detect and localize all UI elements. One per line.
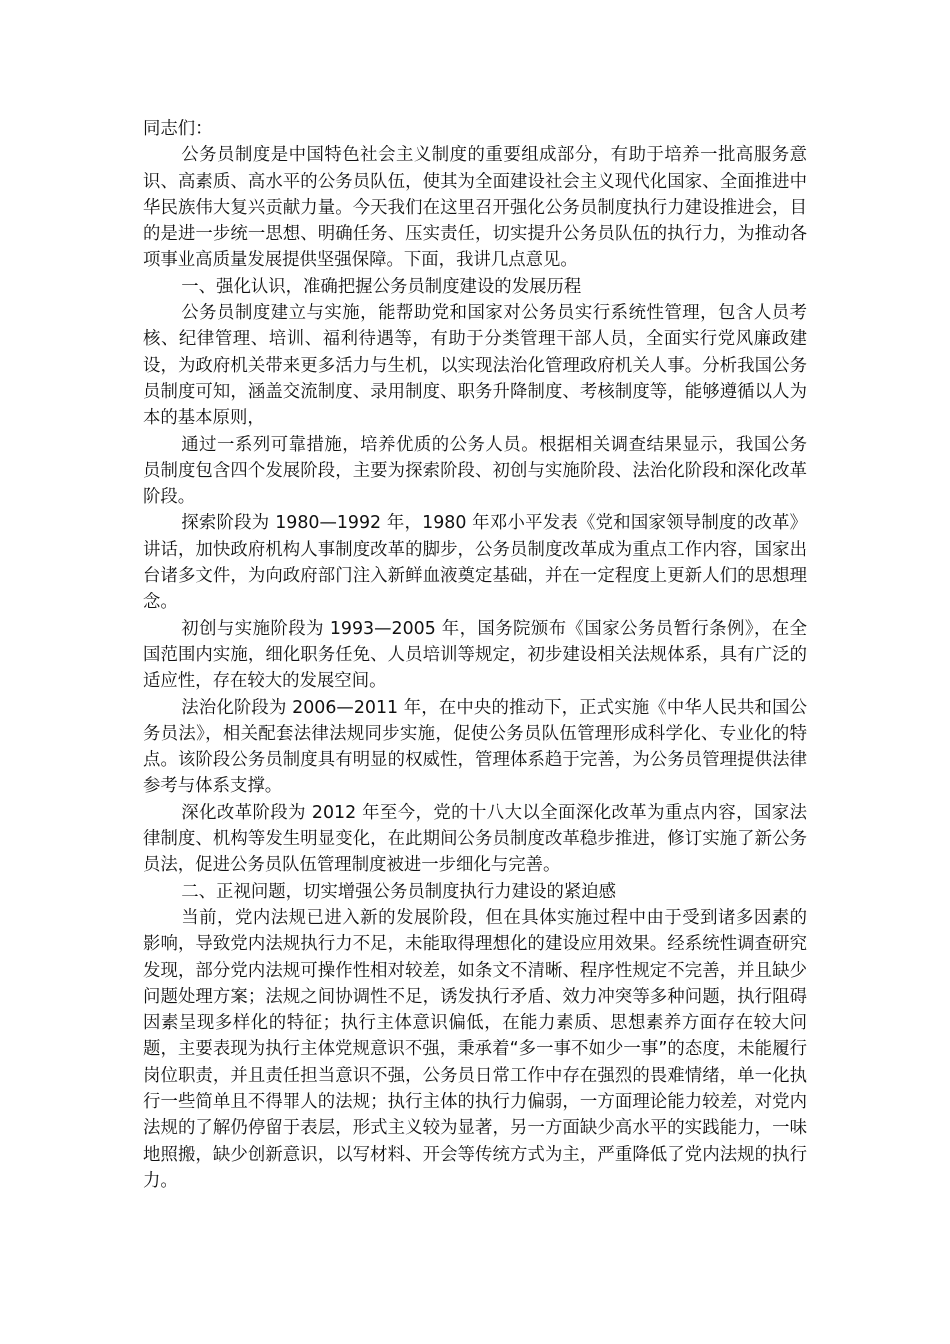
body-paragraph: 当前，党内法规已进入新的发展阶段，但在具体实施过程中由于受到诸多因素的影响，导致党内法规执行力不足，未能取得理想化的建设应用效果。经系统性调查研究发现，部分党内法规可操作性相对较差，如条文不清晰、程序性规定不完善，并且缺少问题处理方案；法规之间协调性不足，诱发执行矛盾、效力冲突等多种问题，执行阻碍因素呈现多样化的特征；执行主体意识偏低，在能力素质、思想素养方面存在较大问题，主要表现为执行主体党规意识不强，秉承着“多一事不如少一事”的态度，未能履行岗位职责，并且责任担当意识不强，公务员日常工作中存在强烈的畏难情绪，单一化执行一些简单且不得罪人的法规；执行主体的执行力偏弱，一方面理论能力较差，对党内法规的了解仍停留于表层，形式主义较为显著，另一方面缺少高水平的实践能力，一味地照搬，缺少创新意识，以写材料、开会等传统方式为主，严重降低了党内法规的执行力。 — [143, 907, 807, 1191]
document-body — [143, 116, 807, 1194]
intro-paragraph: 公务员制度是中国特色社会主义制度的重要组成部分，有助于培养一批高服务意识、高素质、高水平的公务员队伍，使其为全面建设社会主义现代化国家、全面推进中华民族伟大复兴贡献力量。今天我们在这里召开强化公务员制度执行力建设推进会，目的是进一步统一思想、明确任务、压实责任，切实提升公务员队伍的执行力，为推动各项事业高质量发展提供坚强保障。下面，我讲几点意见。 — [143, 145, 807, 271]
body-paragraph: 法治化阶段为 2006—2011 年，在中央的推动下，正式实施《中华人民共和国公务员法》，相关配套法律法规同步实施，促使公务员队伍管理形成科学化、专业化的特点。该阶段公务员制度具有明显的权威性，管理体系趋于完善，为公务员管理提供法律参考与体系支撑。 — [143, 697, 807, 797]
body-paragraph: 深化改革阶段为 2012 年至今，党的十八大以全面深化改革为重点内容，国家法律制度、机构等发生明显变化，在此期间公务员制度改革稳步推进，修订实施了新公务员法，促进公务员队伍管理制度被进一步细化与完善。 — [143, 802, 807, 876]
body-paragraph: 通过一系列可靠措施，培养优质的公务人员。根据相关调查结果显示，我国公务员制度包含四个发展阶段，主要为探索阶段、初创与实施阶段、法治化阶段和深化改革阶段。 — [143, 434, 807, 508]
body-paragraph: 公务员制度建立与实施，能帮助党和国家对公务员实行系统性管理，包含人员考核、纪律管理、培训、福利待遇等，有助于分类管理干部人员，全面实行党风廉政建设，为政府机关带来更多活力与生机，以实现法治化管理政府机关人事。分析我国公务员制度可知，涵盖交流制度、录用制度、职务升降制度、考核制度等，能够遵循以人为本的基本原则， — [143, 303, 807, 429]
salutation: 同志们： — [143, 119, 213, 139]
section-heading-2: 二、正视问题，切实增强公务员制度执行力建设的紧迫感 — [181, 881, 617, 902]
section-heading-1: 一、强化认识，准确把握公务员制度建设的发展历程 — [181, 276, 582, 297]
body-paragraph: 初创与实施阶段为 1993—2005 年，国务院颁布《国家公务员暂行条例》，在全国范围内实施，细化职务任免、人员培训等规定，初步建设相关法规体系，具有广泛的适应性，存在较大的发展空间。 — [143, 618, 807, 692]
body-paragraph: 探索阶段为 1980—1992 年，1980 年邓小平发表《党和国家领导制度的改革》讲话，加快政府机构人事制度改革的脚步，公务员制度改革成为重点工作内容，国家出台诸多文件，为向政府部门注入新鲜血液奠定基础，并在一定程度上更新人们的思想理念。 — [143, 513, 807, 613]
